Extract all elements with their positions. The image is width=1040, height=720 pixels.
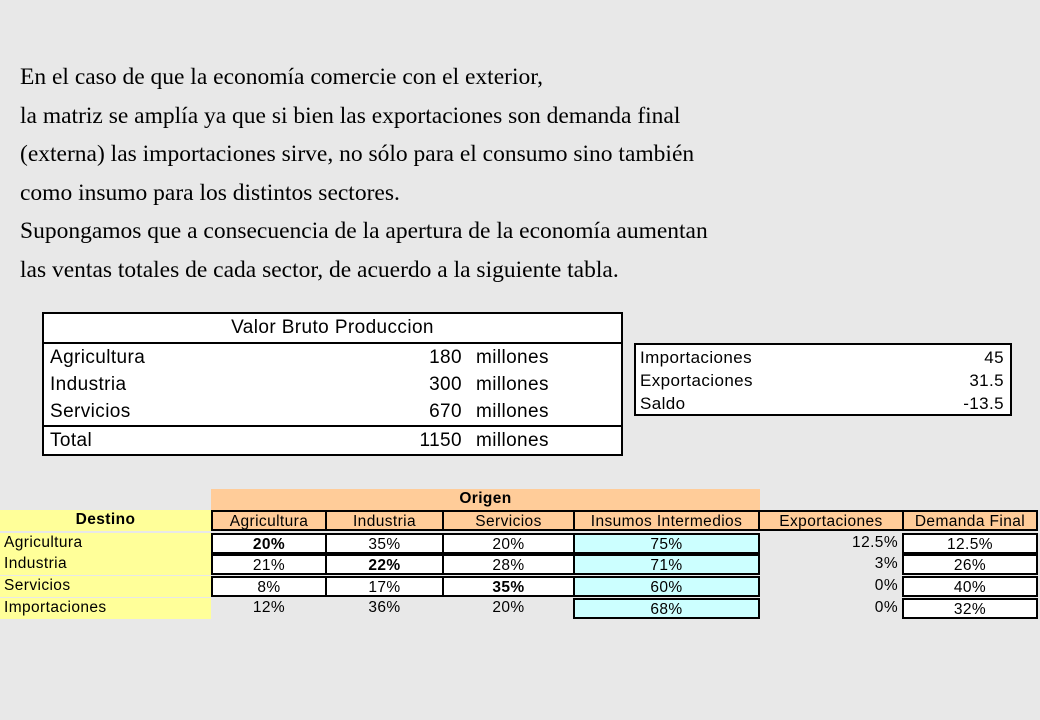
intro-line: la matriz se amplía ya que si bien las exportaciones son demanda final [20, 102, 681, 129]
intro-line: Supongamos que a consecuencia de la apertura de la economía aumentan [20, 218, 708, 244]
matrix-origin-title: Origen [211, 489, 760, 510]
matrix-column-header: Insumos Intermedios [573, 510, 760, 531]
matrix-cell: 20% [211, 533, 327, 554]
matrix-cell: 35% [442, 576, 575, 597]
matrix-cell-final-demand: 32% [902, 598, 1038, 619]
vbp-row-label: Agricultura [50, 347, 146, 368]
vbp-row-value: 670 [429, 401, 462, 422]
vbp-total-row [44, 427, 621, 454]
matrix-cell-final-demand: 40% [902, 576, 1038, 597]
trade-row-label: Importaciones [640, 348, 752, 367]
matrix-cell-exports: 0% [874, 577, 898, 594]
matrix-cell: 12% [252, 599, 286, 616]
matrix-cell-final-demand: 12.5% [902, 533, 1038, 554]
intro-line: las ventas totales de cada sector, de acuerdo a la siguiente tabla. [20, 256, 619, 283]
vbp-total-unit: millones [476, 430, 549, 451]
matrix-cell: 20% [442, 533, 575, 554]
matrix-cell-exports: 12.5% [852, 534, 898, 551]
trade-row [636, 369, 1010, 392]
intro-line: En el caso de que la economía comercie con el exterior, [20, 64, 543, 90]
matrix-cell-exports: 3% [874, 555, 898, 572]
matrix-cell: 28% [442, 554, 575, 575]
trade-row [636, 392, 1010, 415]
trade-row-label: Exportaciones [640, 371, 753, 390]
vbp-row-unit: millones [476, 401, 549, 422]
trade-row-value: -13.5 [963, 394, 1004, 413]
matrix-column-header: Demanda Final [902, 510, 1038, 531]
matrix-cell-final-demand: 26% [902, 554, 1038, 575]
vbp-row-unit: millones [476, 374, 549, 395]
matrix-column-header: Industria [325, 510, 444, 531]
matrix-cell: 22% [325, 554, 444, 575]
intro-line: (externa) las importaciones sirve, no sólo para el consumo sino también [20, 141, 695, 167]
intro-line: como insumo para los distintos sectores. [20, 179, 400, 206]
matrix-cell: 21% [211, 554, 327, 575]
matrix-cell-exports: 0% [874, 599, 898, 616]
trade-row [636, 346, 1010, 369]
matrix-cell-intermediate: 71% [573, 554, 760, 575]
trade-row-value: 45 [984, 348, 1004, 367]
matrix-row-label: Importaciones [0, 598, 211, 619]
matrix-cell: 17% [325, 576, 444, 597]
vbp-row-value: 180 [429, 347, 462, 368]
vbp-total-label: Total [50, 430, 93, 451]
matrix-cell: 20% [492, 599, 525, 616]
matrix-row-label: Servicios [0, 576, 211, 597]
vbp-row-unit: millones [476, 347, 549, 368]
matrix-cell-intermediate: 60% [573, 576, 760, 597]
matrix-cell-intermediate: 75% [573, 533, 760, 554]
vbp-row-label: Servicios [50, 401, 131, 422]
vbp-row [44, 371, 621, 398]
vbp-row [44, 398, 621, 425]
vbp-row-label: Industria [50, 374, 127, 395]
matrix-column-header: Servicios [442, 510, 575, 531]
trade-row-label: Saldo [640, 394, 686, 413]
matrix-cell: 8% [211, 576, 327, 597]
valor-bruto-produccion-table [42, 312, 623, 456]
intro-paragraph [20, 58, 1020, 289]
matrix-row-header: Destino [0, 510, 211, 531]
matrix-cell-intermediate: 68% [573, 598, 760, 619]
matrix-cell: 36% [368, 599, 401, 616]
matrix-column-header: Agricultura [211, 510, 327, 531]
vbp-row [44, 344, 621, 371]
trade-row-value: 31.5 [969, 371, 1004, 390]
matrix-row-label: Agricultura [0, 533, 211, 554]
matrix-column-header: Exportaciones [758, 510, 904, 531]
vbp-total-value: 1150 [419, 430, 462, 451]
vbp-title: Valor Bruto Produccion [44, 314, 621, 344]
matrix-row-label: Industria [0, 554, 211, 575]
vbp-row-value: 300 [429, 374, 462, 395]
trade-balance-table [634, 343, 1012, 416]
matrix-cell: 35% [325, 533, 444, 554]
